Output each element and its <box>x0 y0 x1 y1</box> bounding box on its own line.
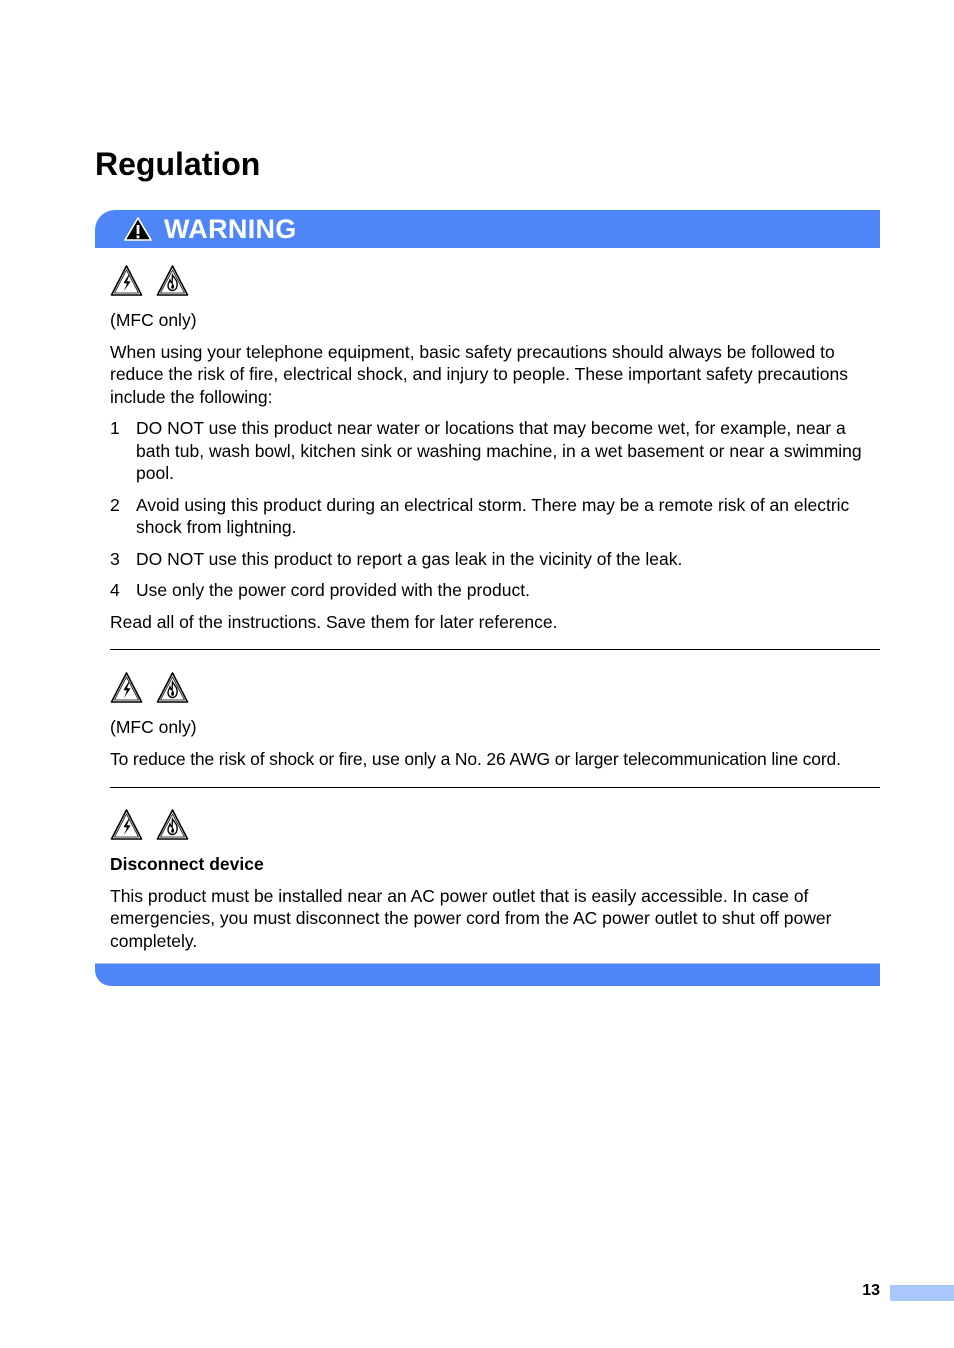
list-text: DO NOT use this product near water or locations that may become wet, for example, near a bath tub, wash bowl, kitchen sink or washing machine, in a wet basement or near a swimming pool. <box>136 418 862 483</box>
list-text: Avoid using this product during an electrical storm. There may be a remote risk of an electric shock from lightning. <box>136 494 850 537</box>
warning-triangle-icon <box>124 217 152 241</box>
hazard-icons <box>110 808 880 842</box>
list-item <box>110 579 880 602</box>
hazard-icons <box>110 671 880 705</box>
page-number: 13 <box>862 1282 880 1299</box>
list-item <box>110 548 880 571</box>
warning-label: WARNING <box>164 214 297 244</box>
mfc-only-note: (MFC only) <box>110 717 197 737</box>
disconnect-heading: Disconnect device <box>110 854 264 874</box>
list-item <box>110 417 880 485</box>
safety-section <box>110 808 880 952</box>
page-title: Regulation <box>95 146 261 182</box>
list-text: Use only the power cord provided with the product. <box>136 580 530 600</box>
electrical-hazard-icon <box>110 808 143 841</box>
hazard-icons <box>110 264 880 298</box>
line-cord-paragraph: To reduce the risk of shock or fire, use only a No. 26 AWG or larger telecommunication line cord. <box>110 748 841 769</box>
precautions-list <box>110 417 880 602</box>
page-tab <box>890 1285 954 1301</box>
list-text: DO NOT use this product to report a gas leak in the vicinity of the leak. <box>136 548 683 569</box>
list-number: 1 <box>110 418 120 438</box>
fire-hazard-icon <box>156 264 189 297</box>
disconnect-paragraph: This product must be installed near an AC power outlet that is easily accessible. In case of emergencies, you must disconnect the power cord from the AC power outlet to shut off power completely. <box>110 885 832 951</box>
fire-hazard-icon <box>156 671 189 704</box>
closing-paragraph: Read all of the instructions. Save them for later reference. <box>110 611 558 632</box>
mfc-only-note: (MFC only) <box>110 310 197 330</box>
section-divider <box>110 787 880 788</box>
warning-content <box>110 264 880 952</box>
electrical-hazard-icon <box>110 671 143 704</box>
list-item <box>110 494 880 539</box>
list-number: 2 <box>110 494 120 515</box>
fire-hazard-icon <box>156 808 189 841</box>
section-divider <box>110 649 880 650</box>
electrical-hazard-icon <box>110 264 143 297</box>
warning-footer-bar <box>95 963 880 986</box>
intro-paragraph: When using your telephone equipment, basic safety precautions should always be followed to reduce the risk of fire, electrical shock, and injury to people. These important safety precautions include the following: <box>110 341 848 407</box>
list-number: 4 <box>110 580 120 600</box>
safety-section <box>110 264 880 633</box>
safety-section <box>110 671 880 770</box>
list-number: 3 <box>110 548 120 569</box>
warning-banner <box>95 210 880 248</box>
